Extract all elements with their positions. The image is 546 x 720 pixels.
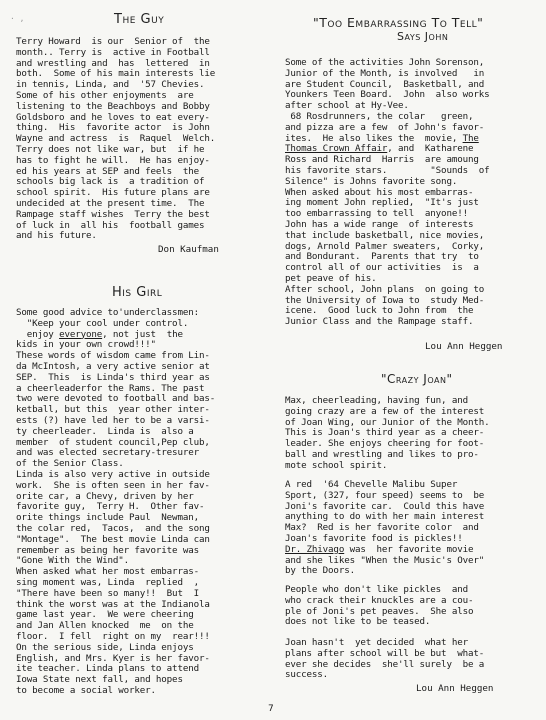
john-author: Lou Ann Heggen [425, 341, 503, 352]
joan-paragraph-4: Joan hasn't yet decided what her plans after school will be but what- ever she decides she'll surely be a success. [285, 637, 485, 681]
girl-article-body [16, 308, 215, 697]
joan-paragraph-2 [285, 480, 484, 577]
girl-u-word: everyone [59, 328, 103, 340]
girl-intro-lines: Some good advice to'underclassmen: "Keep your cool under control. [16, 307, 199, 329]
john-movie-post: , and Katharene [387, 143, 474, 155]
joan-paragraph-3: People who don't like pickles and who crack their knuckles are a cou- ple of Joni's pet peaves. She also does not like to be teased. [285, 584, 474, 628]
girl-u-post: , not just the [102, 328, 183, 340]
john-subtitle: Says John [397, 30, 449, 43]
corner-mark: · , [10, 14, 25, 23]
john-article-body [285, 58, 490, 328]
guy-author: Don Kaufman [158, 244, 219, 255]
joan-paragraph-1: Max, cheerleading, having fun, and going crazy are a few of the interest of Joan Wing, our Junior of the Month. This is Joan's third year as a cheer- leader. She enjoys cheering for foot- ball and wrestling and likes to pro- mote school spirit. [285, 395, 490, 471]
joan-movie-post: was her favorite movie [344, 543, 474, 555]
guy-title: The Guy [114, 12, 165, 27]
girl-u-pre: enjoy [16, 328, 60, 340]
john-title: "Too Embarrassing To Tell" [313, 15, 484, 30]
joan-author: Lou Ann Heggen [416, 683, 494, 694]
joan-movie-title: Dr. Zhivago [285, 543, 345, 555]
john-lines-b: Ross and Richard Harris are amoung his favorite stars. "Sounds of Silence" is Johns favorite song. When asked about his most embarras- ing moment John replied, "It's just too embarrassing to tell anyone!! John has a wide range of interests that include basketball, nice movies, dogs, Arnold Palmer sweaters, Corky, and Bondurant. Parents that try to control all of our activities is a pet peave of his. After school, John plans on going to the University of Iowa to study Med- icene. Good luck to John from the Junior Class and the Rampage staff. [285, 154, 490, 328]
page-number: 7 [268, 704, 274, 714]
girl-title: His Girl [112, 285, 163, 300]
john-movie-title: Thomas Crown Affair [285, 143, 388, 155]
joan-title: "Crazy Joan" [381, 372, 453, 386]
joan-p2a-lines: A red '64 Chevelle Malibu Super Sport, (327, four speed) seems to be Joni's favorite car. Could this have anything to do with her main interest Max? Red is her favorite color and Joan's favorite food is pickles!! [285, 479, 485, 544]
joan-p2b-lines: and she likes "When the Music's Over" by the Doors. [285, 554, 485, 577]
guy-article-body: Terry Howard is our Senior of the month.. Terry is active in Football and wrestling and has lettered in both. Some of his main interests lie in tennis, Linda, and '57 Chevies. Some of his other enjoyments are listening to the Beachboys and Bobby Goldsboro and he loves to eat every- thing. His favorite actor is John Wayne and actress is Raquel Welch. Terry does not like war, but if he has to fight he will. He has enjoy- ed his years at SEP and feels the schools big lack is a tradition of school spirit. His future plans are undecided at the present time. The Rampage staff wishes Terry the best of luck in all his football games and his future. [16, 36, 216, 242]
john-movie-tail: The [462, 132, 479, 144]
john-lines-a: Some of the activities John Sorenson, Junior of the Month, is involved in are Student Council, Basketball, and Younkers Teen Board. John also works after school at Hy-Vee. 68 Rosdrunners, the colar green, and pizza are a few of John's favor- ites. He also likes the movie, [285, 57, 490, 144]
girl-rest-lines: kids in your own crowd!!!" These words of wisdom came from Lin- da McIntosh, a very active senior at SEP. This is Linda's third year as a cheerleaderfor the Rams. The past two were devoted to football and bas- ketball, but this year other inter- ests (?) have led her to be a varsi- ty cheerleader. Linda is also a member of student council,Pep club, and was elected secretary-tresurer of the Senior Class. Linda is also very active in outside work. She is often seen in her fav- orite car, a Chevy, driven by her favorite guy, Terry H. Other fav- orite things include Paul Newman, the colar red, Tacos, and the song "Montage". The best movie Linda can remember as being her favorite was "Gone With the Wind". When asked what her most embarras- sing moment was, Linda replied , "There have been so many!! But I think the worst was at the Indianola game last year. We were cheering and Jan Allen knocked me on the floor. I fell right on my rear!!! On the serious side, Linda enjoys English, and Mrs. Kyer is her favor- ite teacher. Linda plans to attend Iowa State next fall, and hopes to become a social worker. [16, 339, 216, 696]
